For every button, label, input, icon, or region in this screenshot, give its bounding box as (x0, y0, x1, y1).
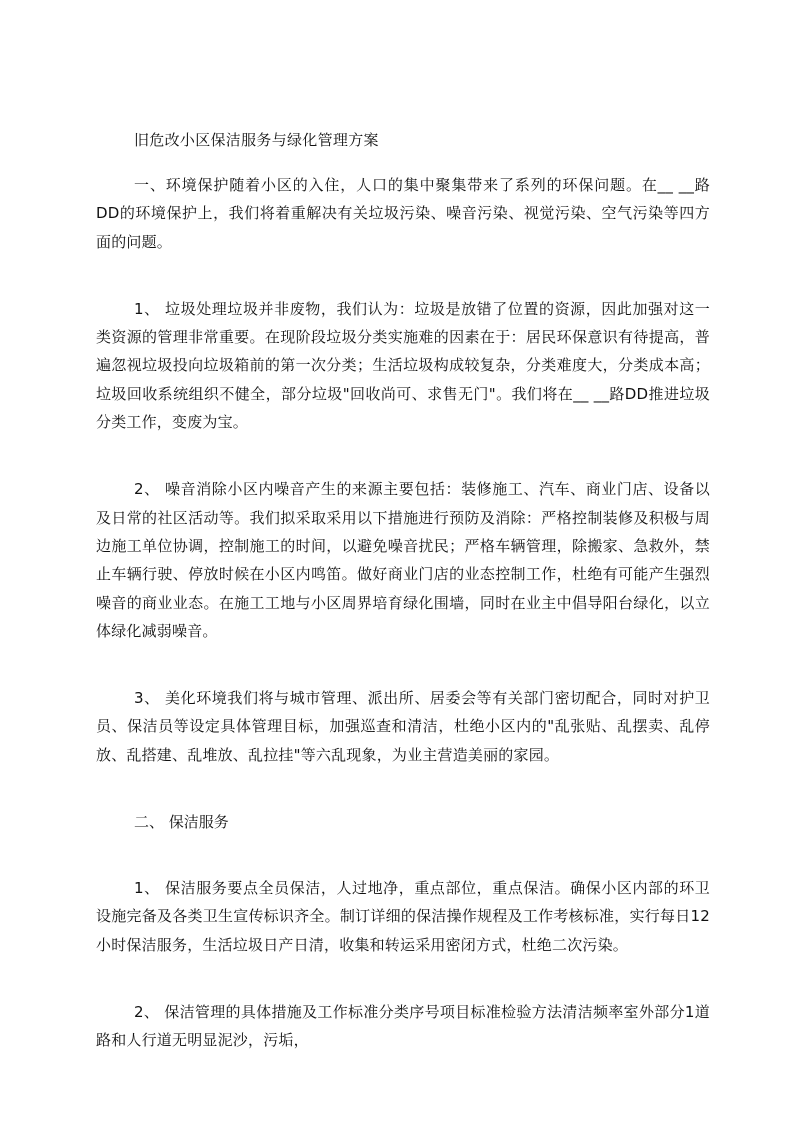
paragraph-cleaning-measures: 2、 保洁管理的具体措施及工作标准分类序号项目标准检验方法清洁频率室外部分1道路和人行道无明显泥沙，污垢， (96, 1002, 710, 1050)
paragraph-garbage-handling: 1、 垃圾处理垃圾并非废物，我们认为：垃圾是放错了位置的资源，因此加强对这一类资源的管理非常重要。在现阶段垃圾分类实施难的因素在于：居民环保意识有待提高，普遍忽视垃圾投向垃圾箱前的第一次分类；生活垃圾构成较复杂，分类难度大，分类成本高；垃圾回收系统组织不健全，部分垃圾"回收尚可、求售无门"。我们将在__ __路DD推进垃圾分类工作，变废为宝。 (96, 299, 710, 432)
paragraph-beautify-environment: 3、 美化环境我们将与城市管理、派出所、居委会等有关部门密切配合，同时对护卫员、保洁员等设定具体管理目标，加强巡查和清洁，杜绝小区内的"乱张贴、乱摆卖、乱停放、乱搭建、乱堆放、乱拉挂"等六乱现象，为业主营造美丽的家园。 (96, 689, 710, 764)
paragraph-environment-protection: 一、环境保护随着小区的入住，人口的集中聚集带来了系列的环保问题。在__ __路DD的环境保护上，我们将着重解决有关垃圾污染、噪音污染、视觉污染、空气污染等四方面的问题。 (96, 176, 710, 251)
document-body (96, 126, 710, 1094)
document-title: 旧危改小区保洁服务与绿化管理方案 (134, 131, 379, 149)
paragraph-noise-elimination: 2、 噪音消除小区内噪音产生的来源主要包括：装修施工、汽车、商业门店、设备以及日常的社区活动等。我们拟采取采用以下措施进行预防及消除：严格控制装修及积极与周边施工单位协调，控制施工的时间，以避免噪音扰民；严格车辆管理，除搬家、急救外，禁止车辆行驶、停放时候在小区内鸣笛。做好商业门店的业态控制工作，杜绝有可能产生强烈噪音的商业业态。在施工工地与小区周界培育绿化围墙，同时在业主中倡导阳台绿化，以立体绿化减弱噪音。 (96, 480, 710, 640)
section-heading-cleaning-service: 二、 保洁服务 (134, 813, 229, 832)
paragraph-cleaning-key-points: 1、 保洁服务要点全员保洁，人过地净，重点部位，重点保洁。确保小区内部的环卫设施完备及各类卫生宣传标识齐全。制订详细的保洁操作规程及工作考核标准，实行每日12小时保洁服务，生活垃圾日产日清，收集和转运采用密闭方式，杜绝二次污染。 (96, 879, 710, 954)
